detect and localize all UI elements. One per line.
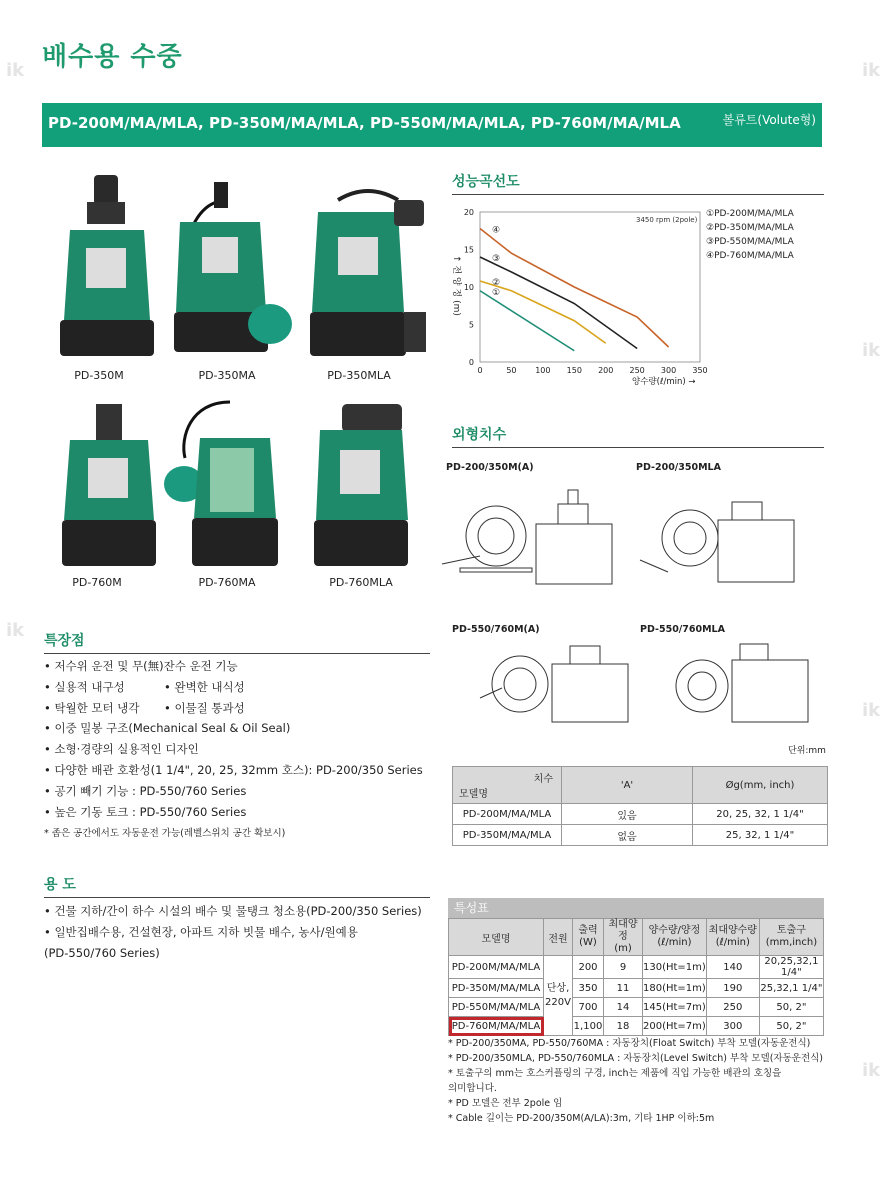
feature-note: * 좁은 공간에서도 자동운전 가능(레벨스위치 공간 확보시) bbox=[44, 828, 286, 840]
pump-image-pd-760m bbox=[60, 400, 160, 570]
unit-note: 단위:mm bbox=[788, 746, 826, 756]
dimension-table bbox=[452, 766, 828, 846]
series-marker: ③ bbox=[492, 254, 501, 264]
table-cell: PD-200M/MA/MLA bbox=[449, 956, 544, 979]
feature-item: • 저수위 운전 및 무(無)잔수 운전 기능 bbox=[44, 659, 238, 673]
y-tick-label: 0 bbox=[468, 358, 474, 367]
banner-models: PD-200M/MA/MLA, PD-350M/MA/MLA, PD-550M/MA/MLA, PD-760M/MA/MLA bbox=[48, 114, 681, 132]
table-cell: 14 bbox=[604, 998, 643, 1017]
series-line bbox=[480, 291, 574, 351]
col-header: 출력 (W) bbox=[573, 919, 604, 956]
table-cell: PD-350M/MA/MLA bbox=[449, 979, 544, 998]
features-list bbox=[44, 656, 444, 845]
y-tick-label: 15 bbox=[463, 245, 474, 255]
page-title: 배수용 수중 bbox=[42, 42, 183, 72]
product-label: PD-760MA bbox=[198, 576, 256, 589]
product-label: PD-350MA bbox=[198, 369, 256, 382]
legend-item: ①PD-200M/MA/MLA bbox=[706, 209, 794, 219]
dim-drawing-title: PD-550/760MLA bbox=[640, 624, 725, 635]
table-cell: PD-550M/MA/MLA bbox=[449, 998, 544, 1017]
col-header: Øg(mm, inch) bbox=[693, 767, 828, 804]
feature-item: • 소형·경량의 실용적인 디자인 bbox=[44, 742, 199, 757]
dimensions-heading: 외형치수 bbox=[452, 427, 507, 443]
table-row bbox=[449, 1017, 824, 1036]
col-header: 토출구 (mm,inch) bbox=[759, 919, 823, 956]
usage-list bbox=[44, 901, 444, 963]
table-cell: PD-200M/MA/MLA bbox=[453, 804, 562, 825]
dim-drawings-bottom bbox=[440, 640, 820, 730]
table-cell: 25,32,1 1/4" bbox=[759, 979, 823, 998]
section-rule bbox=[452, 194, 824, 195]
spec-heading: 특성표 bbox=[448, 898, 824, 918]
table-row bbox=[449, 979, 824, 998]
feature-item: • 완벽한 내식성 bbox=[164, 679, 245, 694]
feature-item: • 이물질 통과성 bbox=[164, 700, 245, 715]
table-cell: 190 bbox=[706, 979, 759, 998]
table-row bbox=[449, 998, 824, 1017]
section-rule bbox=[44, 653, 430, 654]
col-header: 전원 bbox=[544, 919, 573, 956]
series-line bbox=[480, 229, 669, 348]
table-cell: 145(Ht=7m) bbox=[643, 998, 707, 1017]
series-marker: ② bbox=[492, 278, 501, 288]
table-cell: 25, 32, 1 1/4" bbox=[693, 825, 828, 846]
table-cell: 200(Ht=7m) bbox=[643, 1017, 707, 1036]
pump-image-pd-760mla bbox=[312, 400, 422, 570]
table-corner bbox=[453, 767, 562, 804]
x-tick-label: 350 bbox=[692, 366, 708, 375]
table-cell: 11 bbox=[604, 979, 643, 998]
table-row bbox=[453, 804, 828, 825]
rpm-note: 3450 rpm (2pole) bbox=[636, 216, 698, 224]
watermark: ik bbox=[862, 60, 881, 81]
chart-xlabel: 양수량(ℓ/min) → bbox=[632, 377, 696, 387]
col-header: 최대양정 (m) bbox=[604, 919, 643, 956]
product-label: PD-350M bbox=[74, 369, 124, 382]
legend-item: ②PD-350M/MA/MLA bbox=[706, 223, 794, 233]
feature-item: • 다양한 배관 호환성(1 1/4", 20, 25, 32mm 호스): PD-200/350 Series bbox=[44, 762, 423, 777]
watermark: ik bbox=[862, 1060, 881, 1081]
dim-drawing-title: PD-200/350MLA bbox=[636, 462, 721, 473]
table-cell: PD-350M/MA/MLA bbox=[453, 825, 562, 846]
y-tick-label: 20 bbox=[463, 208, 474, 217]
col-header: 모델명 bbox=[449, 919, 544, 956]
feature-row bbox=[44, 677, 444, 698]
x-tick-label: 150 bbox=[566, 366, 582, 375]
usage-item: (PD-550/760 Series) bbox=[44, 945, 160, 960]
table-cell: 1,100 bbox=[573, 1017, 604, 1036]
feature-item: • 높은 기동 토크 : PD-550/760 Series bbox=[44, 804, 247, 819]
table-cell: 20, 25, 32, 1 1/4" bbox=[693, 804, 828, 825]
x-tick-label: 0 bbox=[477, 366, 483, 375]
usage-item: • 일반집배수용, 건설현장, 아파트 지하 빗물 배수, 농사/원예용 bbox=[44, 924, 358, 939]
watermark: ik bbox=[6, 620, 25, 641]
table-cell: 50, 2" bbox=[759, 998, 823, 1017]
table-cell: 700 bbox=[573, 998, 604, 1017]
banner-type: 볼류트(Volute형) bbox=[722, 113, 816, 127]
series-marker: ① bbox=[492, 287, 501, 298]
table-cell: 없음 bbox=[562, 825, 693, 846]
spec-header-row bbox=[449, 919, 824, 956]
corner-bottom: 모델명 bbox=[459, 789, 488, 800]
highlighted-model-cell: PD-760M/MA/MLA bbox=[449, 1017, 544, 1036]
watermark: ik bbox=[862, 340, 881, 361]
chart-legend bbox=[706, 207, 794, 263]
spec-note: * Cable 길이는 PD-200/350M(A/LA):3m, 기타 1HP 이하:5m bbox=[448, 1113, 715, 1124]
x-tick-label: 250 bbox=[629, 366, 645, 375]
section-rule bbox=[452, 447, 824, 448]
col-header: 양수량/양정 (ℓ/min) bbox=[643, 919, 707, 956]
spec-note: * 토출구의 mm는 호스커플링의 구경, inch는 제품에 직입 가능한 배관의 호칭을 bbox=[448, 1068, 782, 1079]
feature-item: • 공기 빼기 기능 : PD-550/760 Series bbox=[44, 783, 247, 798]
y-tick-label: 10 bbox=[463, 283, 474, 292]
pump-image-pd-350ma bbox=[172, 172, 292, 362]
dim-drawings-top bbox=[440, 480, 820, 600]
feature-item: • 실용적 내구성 bbox=[44, 679, 125, 694]
table-cell: 140 bbox=[706, 956, 759, 979]
table-row bbox=[449, 956, 824, 979]
model-banner bbox=[42, 103, 822, 147]
col-header: 최대양수량 (ℓ/min) bbox=[706, 919, 759, 956]
table-cell: 250 bbox=[706, 998, 759, 1017]
x-tick-label: 100 bbox=[535, 366, 551, 375]
chart-ylabel: ↑ 전 양 정 (m) bbox=[451, 255, 461, 316]
watermark: ik bbox=[862, 700, 881, 721]
series-marker: ④ bbox=[492, 225, 501, 236]
product-label: PD-350MLA bbox=[327, 369, 391, 382]
feature-row bbox=[44, 698, 444, 719]
spec-note: * PD-200/350MLA, PD-550/760MLA : 자동장치(Level Switch) 부착 모델(자동운전식) bbox=[448, 1053, 824, 1064]
table-cell: 있음 bbox=[562, 804, 693, 825]
product-label: PD-760M bbox=[72, 576, 122, 589]
spec-notes bbox=[448, 1036, 838, 1126]
col-header: 'A' bbox=[562, 767, 693, 804]
table-cell: 350 bbox=[573, 979, 604, 998]
spec-note: * PD 모델은 전부 2pole 임 bbox=[448, 1098, 563, 1109]
performance-chart bbox=[440, 200, 710, 390]
usage-item: • 건물 지하/간이 하수 시설의 배수 및 물탱크 청소용(PD-200/350 Series) bbox=[44, 904, 422, 918]
section-rule bbox=[44, 897, 430, 898]
table-cell: 9 bbox=[604, 956, 643, 979]
corner-top: 치수 bbox=[533, 774, 553, 785]
spec-table bbox=[448, 918, 824, 1036]
table-cell: 300 bbox=[706, 1017, 759, 1036]
x-tick-label: 300 bbox=[660, 366, 677, 375]
spec-note: 의미합니다. bbox=[448, 1083, 497, 1094]
legend-item: ③PD-550M/MA/MLA bbox=[706, 237, 794, 247]
feature-item: • 이중 밀봉 구조(Mechanical Seal & Oil Seal) bbox=[44, 721, 291, 736]
plot-frame bbox=[480, 212, 700, 362]
spec-note: * PD-200/350MA, PD-550/760MA : 자동장치(Float Switch) 부착 모델(자동운전식) bbox=[448, 1038, 811, 1049]
y-tick-label: 5 bbox=[468, 320, 474, 330]
table-cell: 20,25,32,1 1/4" bbox=[759, 956, 823, 979]
product-label: PD-760MLA bbox=[329, 576, 393, 589]
pump-image-pd-350m bbox=[52, 170, 162, 360]
table-cell: 50, 2" bbox=[759, 1017, 823, 1036]
usage-heading: 용 도 bbox=[44, 877, 76, 893]
series-line bbox=[480, 257, 637, 349]
table-cell: 180(Ht=1m) bbox=[643, 979, 707, 998]
performance-heading: 성능곡선도 bbox=[452, 174, 520, 190]
dim-drawing-title: PD-200/350M(A) bbox=[446, 462, 534, 473]
table-cell: 18 bbox=[604, 1017, 643, 1036]
table-cell: 200 bbox=[573, 956, 604, 979]
table-cell: 130(Ht=1m) bbox=[643, 956, 707, 979]
legend-item: ④PD-760M/MA/MLA bbox=[706, 251, 794, 261]
table-row bbox=[453, 825, 828, 846]
x-tick-label: 200 bbox=[598, 366, 614, 375]
pump-image-pd-350mla bbox=[308, 182, 438, 362]
power-cell: 단상, 220V bbox=[544, 956, 573, 1036]
dim-drawing-title: PD-550/760M(A) bbox=[452, 624, 540, 635]
pump-image-pd-760ma bbox=[160, 398, 285, 570]
features-heading: 특장점 bbox=[44, 633, 85, 649]
x-tick-label: 50 bbox=[506, 366, 517, 375]
watermark: ik bbox=[6, 60, 25, 81]
feature-item: • 탁월한 모터 냉각 bbox=[44, 700, 140, 715]
